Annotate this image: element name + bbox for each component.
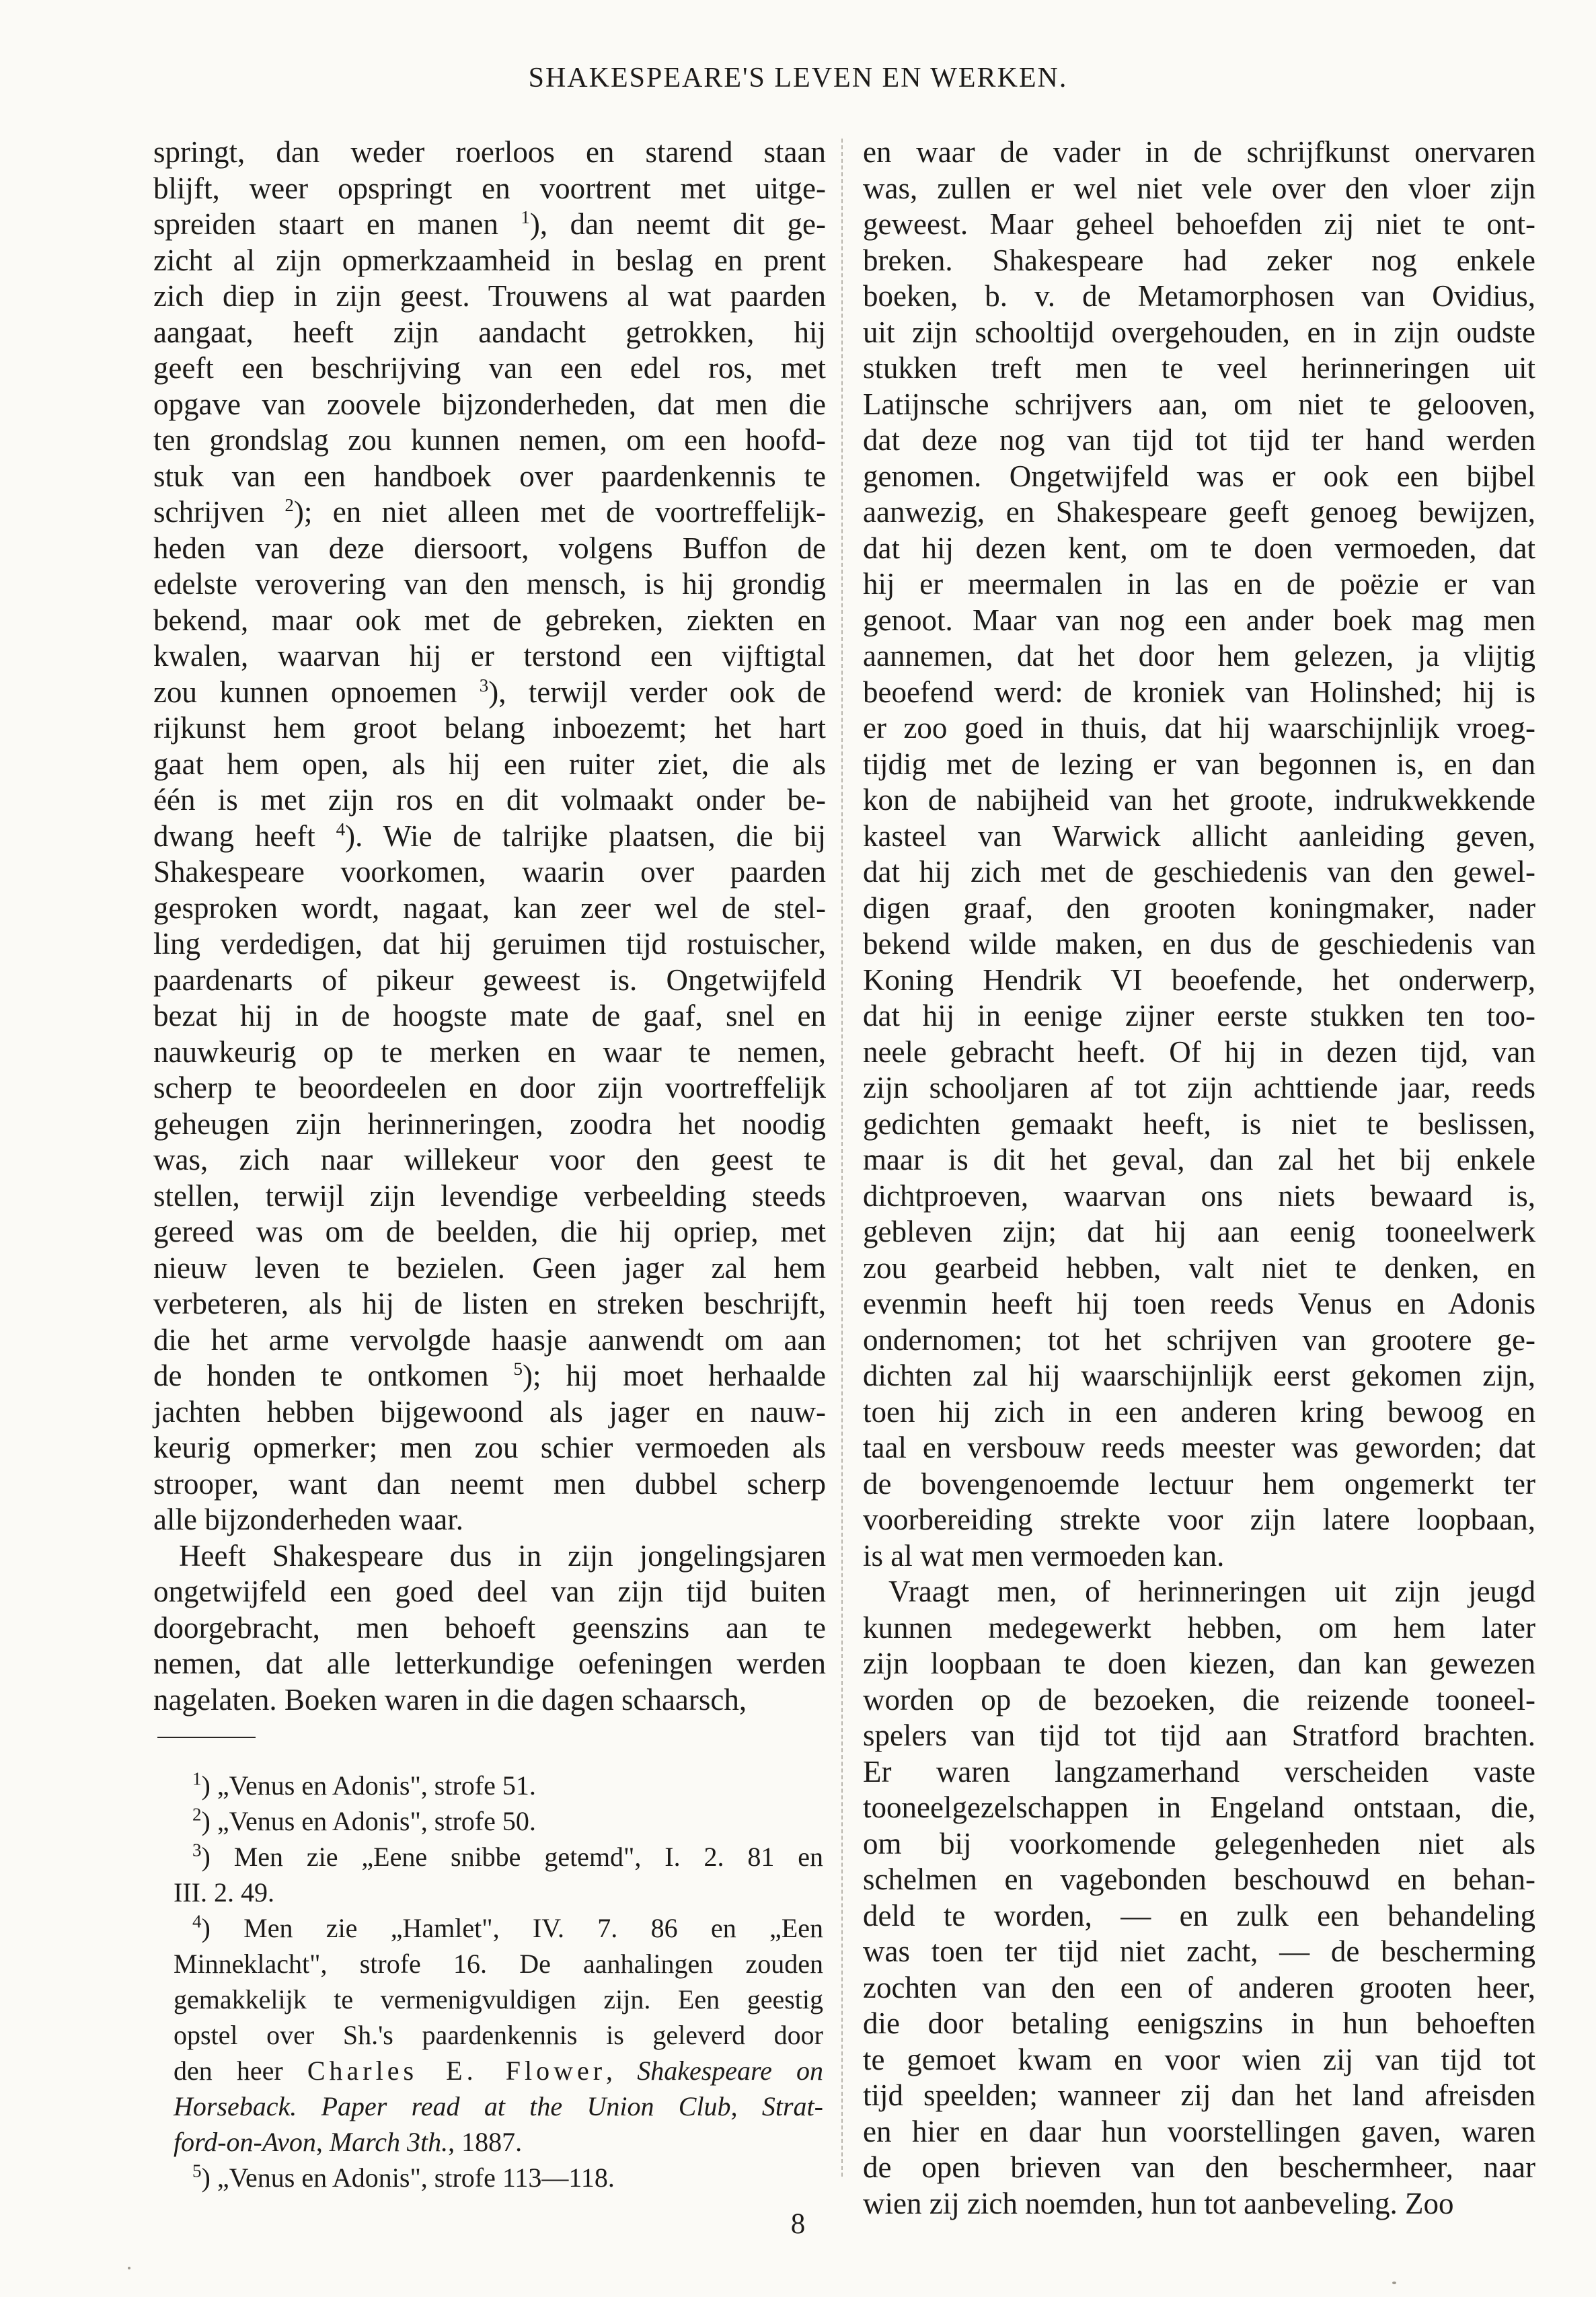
text-line: Er waren langzamerhand verscheiden vaste: [863, 1754, 1535, 1788]
footnote-line: [174, 2088, 823, 2124]
text-line: zijn schooljaren af tot zijn achttiende jaar, reeds: [863, 1071, 1535, 1104]
running-header: SHAKESPEARE'S LEVEN EN WERKEN.: [528, 63, 1068, 93]
footnote-line: $^3$) Men zie „Eene snibbe getemd", I. 2. 81 en: [192, 1840, 823, 1872]
text-line: Vraagt men, of herinneringen uit zijn jeugd: [888, 1575, 1535, 1608]
text-line: hij er meermalen in las en de poëzie er van: [863, 567, 1535, 601]
text-line: genoot. Maar van nog een ander boek mag men: [863, 603, 1535, 637]
column-divider: [841, 139, 843, 2177]
text-line: gereed was om de beelden, die hij opriep, met: [153, 1215, 826, 1248]
text-line: jachten hebben bijgewoond als jager en nauw-: [153, 1394, 826, 1429]
text-line: zou kunnen opnoemen $^3$), terwijl verder ook de: [153, 675, 826, 709]
text-line: en hier en daar hun voorstellingen gaven, waren: [863, 2114, 1535, 2148]
text-line: was, zich naar willekeur voor den geest te: [153, 1143, 826, 1176]
text-line: gesproken wordt, nagaat, kan zeer wel de stel-: [153, 891, 826, 925]
text-line: alle bijzonderheden waar.: [153, 1503, 464, 1536]
text-line: tijdig met de lezing er van begonnen is, en dan: [863, 747, 1535, 781]
text-line: dwang heeft $^4$). Wie de talrijke plaatsen, die bij: [153, 819, 826, 853]
text-line: is al wat men vermoeden kan.: [863, 1538, 1225, 1573]
text-line: heden van deze diersoort, volgens Buffon de: [153, 531, 826, 565]
footnote-line: den heer Charles E. Flower, Shakespeare on: [174, 2056, 823, 2086]
text-line: de open brieven van den beschermheer, naar: [863, 2150, 1535, 2184]
text-line: geweest. Maar geheel behoefden zij niet te ont-: [863, 207, 1535, 241]
text-line: maar is dit het geval, dan zal het bij enkele: [863, 1143, 1535, 1176]
footnote-ref: 4: [336, 819, 346, 839]
paper-speck: [1392, 2282, 1396, 2284]
footnote-marker: 5: [192, 2160, 202, 2181]
footnotes: [174, 1768, 823, 2195]
footnote-ref: 3: [479, 675, 489, 695]
text-line: worden op de bezoeken, die reizende tooneel-: [863, 1682, 1535, 1717]
text-line: voorbereiding strekte voor zijn latere loopbaan,: [863, 1503, 1535, 1536]
text-line: stuk van een handboek over paardenkennis te: [153, 459, 826, 493]
text-line: breken. Shakespeare had zeker nog enkele: [863, 243, 1535, 277]
text-line: deld te worden, — en zulk een behandeling: [863, 1898, 1535, 1932]
italic-date: March 3th.: [329, 2127, 449, 2157]
text-line: blijft, weer opspringt en voortrent met uitge-: [153, 171, 826, 205]
text-line: tooneelgezelschappen in Engeland ontstaan, die,: [863, 1791, 1535, 1824]
text-line: springt, dan weder roerloos en starend staan: [153, 135, 826, 169]
text-line: zochten van den een of anderen grooten heer,: [863, 1970, 1535, 2004]
footnote-marker: 3: [192, 1840, 202, 1860]
footnote-ref: 5: [513, 1359, 523, 1379]
text-line: gaat hem open, als hij een ruiter ziet, die als: [153, 747, 826, 781]
text-line: aannemen, dat het door hem gelezen, ja vlijtig: [863, 639, 1535, 673]
footnote-line: Minneklacht", strofe 16. De aanhalingen zouden: [174, 1949, 823, 1979]
text-line: zijn loopbaan te doen kiezen, dan kan gewezen: [863, 1647, 1535, 1680]
footnote-rule: [157, 1737, 256, 1738]
text-line: aanwezig, en Shakespeare geeft genoeg bewijzen,: [863, 495, 1535, 529]
text-line: geeft een beschrijving van een edel ros, met: [153, 351, 826, 385]
text-line: kasteel van Warwick allicht aanleiding geven,: [863, 819, 1535, 853]
text-line: spreiden staart en manen $^1$), dan neemt dit ge-: [153, 207, 826, 241]
text-line: taal en versbouw reeds meester was geworden; dat: [863, 1431, 1535, 1464]
text-line: Heeft Shakespeare dus in zijn jongelingsjaren: [179, 1538, 826, 1573]
text-line: nemen, dat alle letterkundige oefeningen werden: [153, 1647, 826, 1680]
text-line: de honden te ontkomen $^5$); hij moet herhaalde: [153, 1359, 826, 1392]
author-name: Charles E. Flower: [307, 2056, 607, 2086]
text-line: zicht al zijn opmerkzaamheid in beslag en prent: [153, 243, 826, 277]
italic-title: ford-on-Avon: [174, 2127, 316, 2157]
text-line: keurig opmerker; men zou schier vermoeden als: [153, 1431, 826, 1464]
text-line: één is met zijn ros en dit volmaakt onder be-: [153, 783, 826, 817]
text-line: bezat hij in de hoogste mate de gaaf, snel en: [153, 999, 826, 1032]
text-line: evenmin heeft hij toen reeds Venus en Adonis: [863, 1287, 1535, 1320]
text-line: ongetwijfeld een goed deel van zijn tijd buiten: [153, 1575, 826, 1608]
text-line: boeken, b. v. de Metamorphosen van Ovidius,: [863, 279, 1535, 313]
footnote-line: III. 2. 49.: [174, 1877, 274, 1908]
right-column: [863, 135, 1535, 2222]
footnote-marker: 4: [192, 1911, 202, 1932]
footnote-line: $^2$) „Venus en Adonis", strofe 50.: [192, 1804, 536, 1836]
italic-title: Shakespeare on: [637, 2056, 823, 2086]
text-line: dat hij dezen kent, om te doen vermoeden, dat: [863, 531, 1535, 565]
footnote-line: gemakkelijk te vermenigvuldigen zijn. Een geestig: [174, 1984, 823, 2014]
text-line: kunnen medegewerkt hebben, om hem later: [863, 1610, 1535, 1645]
text-line: nauwkeurig op te merken en waar te nemen,: [153, 1034, 826, 1069]
text-line: kwalen, waarvan hij er terstond een vijftigtal: [153, 639, 826, 673]
text-line: dichten zal hij waarschijnlijk eerst gekomen zijn,: [863, 1359, 1535, 1392]
text-line: zou gearbeid hebben, valt niet te denken, en: [863, 1250, 1535, 1285]
text-line: te gemoet kwam en voor wien zij van tijd tot: [863, 2042, 1535, 2076]
text-line: neele gebracht heeft. Of hij in dezen tijd, van: [863, 1034, 1535, 1069]
page-number: 8: [790, 2208, 806, 2240]
text-line: verbeteren, als hij de listen en streken beschrijft,: [153, 1287, 826, 1320]
text-line: en waar de vader in de schrijfkunst onervaren: [863, 135, 1535, 169]
text-line: doorgebracht, men behoeft geenszins aan te: [153, 1610, 826, 1645]
text-line: genomen. Ongetwijfeld was er ook een bijbel: [863, 459, 1535, 493]
footnote-line: $^1$) „Venus en Adonis", strofe 51.: [192, 1768, 536, 1801]
text-line: de bovengenoemde lectuur hem ongemerkt ter: [863, 1466, 1535, 1501]
text-line: rijkunst hem groot belang inboezemt; het hart: [153, 711, 826, 745]
text-line: Koning Hendrik VI beoefende, het onderwerp,: [863, 963, 1535, 997]
text-line: aangaat, heeft zijn aandacht getrokken, hij: [153, 315, 826, 349]
text-line: Latijnsche schrijvers aan, om niet te gelooven,: [863, 387, 1535, 421]
text-line: tijd speelden; wanneer zij dan het land afreisden: [863, 2078, 1535, 2112]
text-line: schrijven $^2$); en niet alleen met de voortreffelijk-: [153, 495, 827, 529]
footnote-marker: 2: [192, 1804, 202, 1825]
footnote-line: opstel over Sh.'s paardenkennis is geleverd door: [174, 2020, 823, 2050]
text-line: geheugen zijn herinneringen, zoodra het noodig: [153, 1106, 826, 1141]
text-line: uit zijn schooltijd overgehouden, en in zijn oudste: [863, 315, 1535, 349]
text-line: gedichten gemaakt heeft, is niet te beslissen,: [863, 1106, 1535, 1141]
text-line: ten grondslag zou kunnen nemen, om een hoofd-: [153, 423, 826, 457]
footnote-line: ford-on-Avon, March 3th., 1887.: [174, 2127, 523, 2157]
italic-title: Horseback. Paper read at the Union Club, Strat-: [174, 2091, 823, 2121]
text-line: strooper, want dan neemt men dubbel scherp: [153, 1466, 826, 1501]
paper-speck: [128, 2267, 130, 2269]
footnote-line: $^4$) Men zie „Hamlet", IV. 7. 86 en „Een: [192, 1911, 823, 1943]
text-line: toen hij zich in een anderen kring bewoog en: [863, 1394, 1535, 1429]
text-line: stukken treft men te veel herinneringen uit: [863, 351, 1535, 385]
footnote-marker: 1: [192, 1768, 202, 1789]
text-line: stellen, terwijl zijn levendige verbeelding steeds: [153, 1178, 826, 1213]
text-line: digen graaf, den grooten koningmaker, nader: [863, 891, 1535, 925]
text-line: bekend wilde maken, en dus de geschiedenis van: [863, 927, 1535, 961]
text-line: edelste verovering van den mensch, is hij grondig: [153, 567, 826, 601]
text-line: gebleven zijn; dat hij aan eenig tooneelwerk: [863, 1215, 1535, 1248]
text-line: schelmen en vagebonden beschouwd en behan-: [863, 1862, 1535, 1896]
footnote-ref: 1: [521, 207, 530, 227]
text-line: dat deze nog van tijd tot tijd ter hand werden: [863, 423, 1535, 457]
text-line: Shakespeare voorkomen, waarin over paarden: [153, 855, 826, 889]
text-line: zich diep in zijn geest. Trouwens al wat paarden: [153, 279, 826, 313]
text-line: dat hij in eenige zijner eerste stukken ten too-: [863, 999, 1535, 1032]
left-column: [153, 135, 826, 1718]
text-line: om bij voorkomende gelegenheden niet als: [863, 1826, 1535, 1860]
text-line: ling verdedigen, dat hij geruimen tijd rostuischer,: [153, 927, 826, 961]
text-line: paardenarts of pikeur geweest is. Ongetwijfeld: [153, 963, 826, 997]
text-line: nieuw leven te bezielen. Geen jager zal hem: [153, 1250, 826, 1285]
text-line: scherp te beoordeelen en door zijn voortreffelijk: [153, 1071, 826, 1104]
text-line: was toen ter tijd niet zacht, — de bescherming: [863, 1934, 1535, 1968]
text-line: bekend, maar ook met de gebreken, ziekten en: [153, 603, 826, 637]
text-line: opgave van zoovele bijzonderheden, dat men die: [153, 387, 826, 421]
text-line: er zoo goed in thuis, dat hij waarschijnlijk vroeg-: [863, 711, 1535, 745]
text-line: spelers van tijd tot tijd aan Stratford brachten.: [863, 1719, 1535, 1752]
text-line: dichtproeven, waarvan ons niets bewaard is,: [863, 1178, 1535, 1213]
text-line: ondernomen; tot het schrijven van grootere ge-: [863, 1322, 1535, 1357]
footnote-ref: 2: [284, 495, 294, 515]
text-line: die het arme vervolgde haasje aanwendt om aan: [153, 1322, 826, 1357]
text-line: wien zij zich noemden, hun tot aanbeveling. Zoo: [863, 2186, 1454, 2220]
text-line: was, zullen er wel niet vele over den vloer zijn: [863, 171, 1535, 205]
text-line: nagelaten. Boeken waren in die dagen schaarsch,: [153, 1682, 747, 1717]
text-line: die door betaling eenigszins in hun behoeften: [863, 2006, 1535, 2040]
text-line: beoefend werd: de kroniek van Holinshed; hij is: [863, 675, 1535, 709]
text-line: kon de nabijheid van het groote, indrukwekkende: [863, 783, 1535, 817]
footnote-line: $^5$) „Venus en Adonis", strofe 113—118.: [192, 2160, 615, 2193]
text-line: dat hij zich met de geschiedenis van den gewel-: [863, 855, 1535, 889]
